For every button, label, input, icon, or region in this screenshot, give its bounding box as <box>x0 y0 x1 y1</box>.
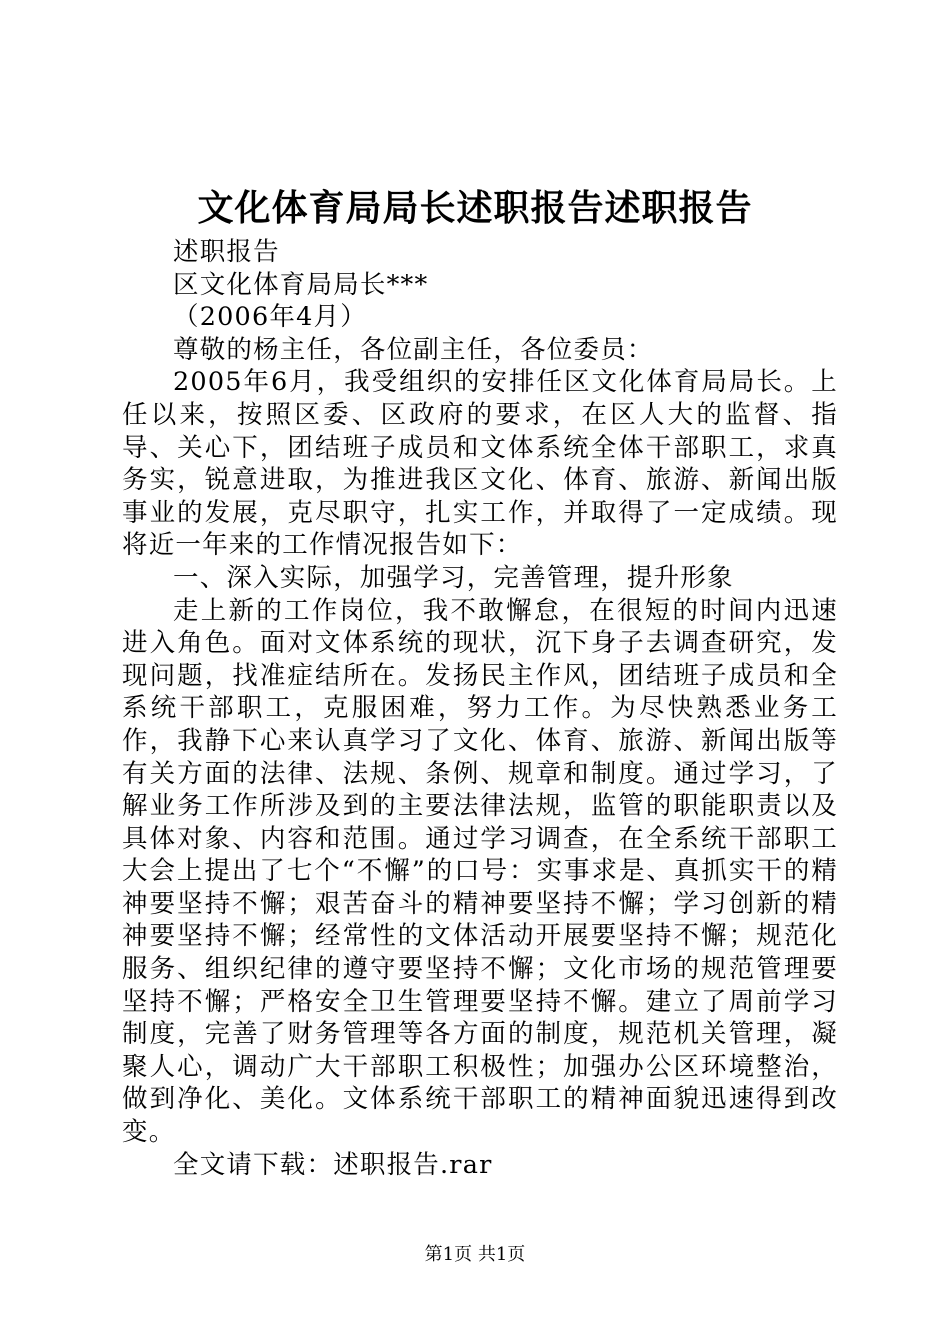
section-1-paragraph: 走上新的工作岗位，我不敢懈怠，在很短的时间内迅速进入角色。面对文体系统的现状，沉下身子去调查研究，发现问题，找准症结所在。发扬民主作风，团结班子成员和全系统干部职工，克服困难，努力工作。为尽快熟悉业务工作，我静下心来认真学习了文化、体育、旅游、新闻出版等有关方面的法律、法规、条例、规章和制度。通过学习，了解业务工作所涉及到的主要法律法规，监管的职能职责以及具体对象、内容和范围。通过学习调查，在全系统干部职工大会上提出了七个“不懈”的口号：实事求是、真抓实干的精神要坚持不懈；艰苦奋斗的精神要坚持不懈；学习创新的精神要坚持不懈；经常性的文体活动开展要坚持不懈；规范化服务、组织纪律的遵守要坚持不懈；文化市场的规范管理要坚持不懈；严格安全卫生管理要坚持不懈。建立了周前学习制度，完善了财务管理等各方面的制度，规范机关管理，凝聚人心，调动广大干部职工积极性；加强办公区环境整治，做到净化、美化。文体系统干部职工的精神面貌迅速得到改变。 <box>122 595 838 1148</box>
intro-paragraph: 2005年6月，我受组织的安排任区文化体育局局长。上任以来，按照区委、区政府的要求，在区人大的监督、指导、关心下，团结班子成员和文体系统全体干部职工，求真务实，锐意进取，为推进我区文化、体育、旅游、新闻出版事业的发展，克尽职守，扎实工作，并取得了一定成绩。现将近一年来的工作情况报告如下： <box>122 367 838 561</box>
document-body <box>122 236 838 1181</box>
report-label: 述职报告 <box>173 237 280 267</box>
page-footer: 第1页 共1页 <box>424 1244 526 1265</box>
date-line: （2006年4月） <box>173 302 367 333</box>
author-line: 区文化体育局局长*** <box>173 269 429 300</box>
document-title: 文化体育局局长述职报告述职报告 <box>197 187 753 229</box>
salutation: 尊敬的杨主任，各位副主任，各位委员： <box>173 334 654 365</box>
section-heading-1: 一、深入实际，加强学习，完善管理，提升形象 <box>173 562 734 593</box>
download-link[interactable]: 全文请下载：述职报告.rar <box>173 1149 493 1180</box>
